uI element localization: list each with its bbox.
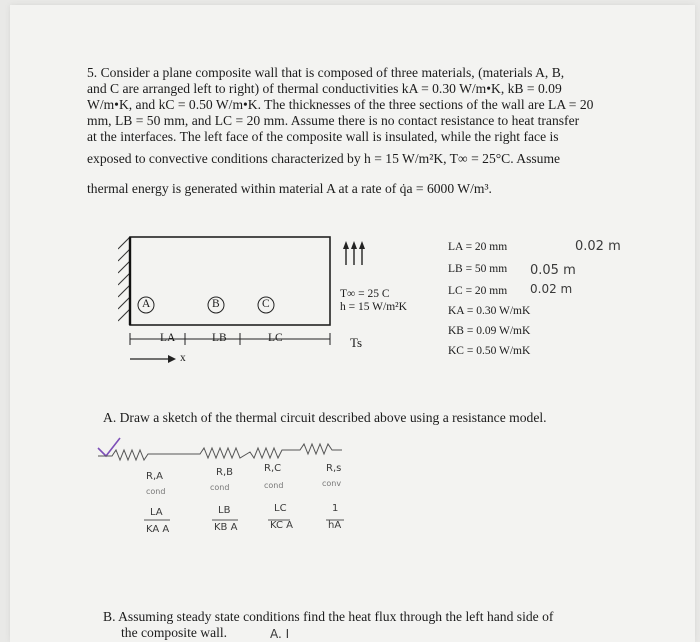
worksheet-page	[10, 5, 695, 642]
problem-line-1: 5. Consider a plane composite wall that is composed of three materials, (materials A, B,	[87, 65, 565, 80]
part-b-question-line-2: the composite wall.	[121, 625, 228, 640]
hand-sub-rc: cond	[264, 481, 284, 490]
axis-label-x: x	[180, 352, 186, 364]
hand-sub-ra: cond	[146, 487, 166, 496]
hand-conv-lb: 0.05 m	[530, 263, 576, 278]
hand-label-ra: R,A	[146, 471, 163, 482]
problem-line-2: and C are arranged left to right) of thermal conductivities kA = 0.30 W/m•K, kB = 0.09	[87, 81, 562, 96]
hand-circuit-sketch	[90, 420, 370, 465]
wall-outline	[130, 237, 330, 325]
grading-checkmark	[98, 438, 120, 456]
hand-num-s: 1	[332, 503, 339, 514]
circle-label-a: A	[142, 298, 151, 310]
problem-line-5: at the interfaces. The left face of the composite wall is insulated, while the right face is	[87, 129, 559, 144]
prop-la: LA = 20 mm	[448, 241, 508, 253]
hand-fraction-bars	[140, 517, 350, 523]
hand-conv-la: 0.02 m	[575, 239, 621, 254]
problem-line-7: thermal energy is generated within material A at a rate of q̇a = 6000 W/m³.	[87, 181, 492, 196]
hand-label-rs: R,s	[326, 463, 342, 474]
dim-label-la: LA	[160, 332, 176, 344]
hand-sub-rs: conv	[322, 479, 342, 488]
hand-num-c: LC	[274, 503, 287, 514]
condition-t-inf: T∞ = 25 C	[340, 288, 390, 300]
hand-den-s: hA	[328, 520, 342, 531]
resistor-chain	[98, 444, 342, 460]
dim-label-lc: LC	[268, 332, 283, 344]
hand-label-rc: R,C	[264, 463, 282, 474]
convection-arrows	[346, 247, 362, 265]
hand-label-rb: R,B	[216, 467, 233, 478]
condition-h: h = 15 W/m²K	[340, 301, 407, 313]
hand-den-a: KA A	[146, 524, 170, 535]
insulation-hatch	[118, 237, 130, 321]
prop-ka: KA = 0.30 W/mK	[448, 305, 531, 317]
hand-den-b: KB A	[214, 522, 238, 533]
hand-den-c: KC A	[270, 520, 294, 531]
hand-answer: A. I	[270, 627, 290, 641]
composite-wall-diagram	[118, 225, 378, 375]
dim-label-lb: LB	[212, 332, 227, 344]
hand-num-b: LB	[218, 505, 231, 516]
circle-label-c: C	[262, 298, 270, 310]
hand-conv-lc: 0.02 m	[530, 282, 573, 296]
hand-num-a: LA	[150, 507, 163, 518]
prop-lc: LC = 20 mm	[448, 285, 508, 297]
problem-line-6: exposed to convective conditions characterized by h = 15 W/m²K, T∞ = 25°C. Assume	[87, 151, 561, 166]
prop-kc: KC = 0.50 W/mK	[448, 345, 531, 357]
prop-lb: LB = 50 mm	[448, 263, 508, 275]
part-a-question: A. Draw a sketch of the thermal circuit described above using a resistance model.	[103, 410, 547, 425]
problem-line-4: mm, LB = 50 mm, and LC = 20 mm. Assume there is no contact resistance to heat transfer	[87, 113, 580, 128]
hand-sub-rb: cond	[210, 483, 230, 492]
part-b-question-line-1: B. Assuming steady state conditions find the heat flux through the left hand side of	[103, 609, 554, 624]
prop-kb: KB = 0.09 W/mK	[448, 325, 531, 337]
problem-line-3: W/m•K, and kC = 0.50 W/m•K. The thicknesses of the three sections of the wall are LA = 20	[87, 97, 594, 112]
surface-label-ts: Ts	[350, 335, 363, 350]
circle-label-b: B	[212, 298, 220, 310]
